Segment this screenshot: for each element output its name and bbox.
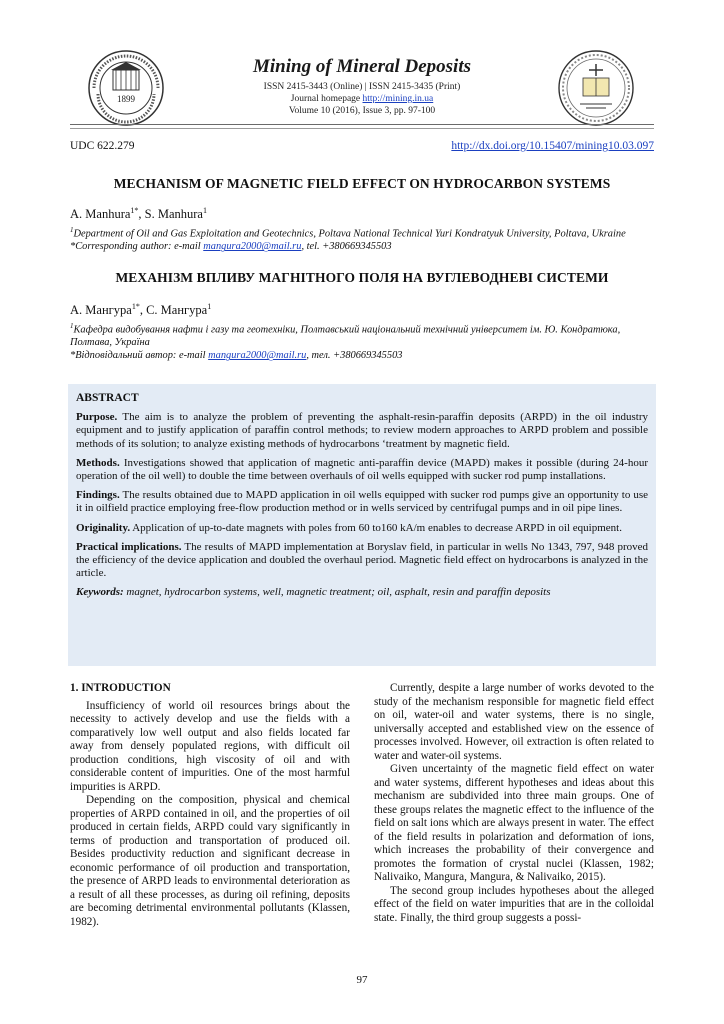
affil-sup: 1 <box>70 226 74 234</box>
udc-code: UDC 622.279 <box>70 140 135 152</box>
author-1: A. Manhura <box>70 207 131 222</box>
corr-ua-prefix: *Відповідальний автор: e-mail <box>70 350 209 362</box>
corr-prefix: *Corresponding author: e-mail <box>70 241 204 253</box>
section-heading-intro: 1. INTRODUCTION <box>70 682 171 694</box>
purpose-text: The aim is to analyze the problem of preventing the asphalt-resin-paraffin deposits (ARPD) in the oil industry equipment and to justify application of paraffin control methods; to review modern approaches to ARPD problem and possible methods of its solution; to analyze existing methods of hydrocarbons ‘treatment by magnetic field. <box>76 411 648 450</box>
intro-paragraph-3: Currently, despite a large number of works devoted to the study of the mechanism responsible for magnetic field effect on oil, water-oil and water systems, there is no single, universally accepted and established view on the essence of processes involved. However, oil extraction is often related to water and water-oil systems. <box>374 682 654 762</box>
abstract-box <box>68 384 656 666</box>
page-number: 97 <box>356 974 368 986</box>
affil-dept: Department of Oil and Gas Exploitation and Geotechnics, Poltava National Technical Yuri Kondratyuk University, Poltava, Ukraine <box>73 228 626 240</box>
authors-ua <box>70 302 654 318</box>
purpose-label: Purpose. <box>76 411 118 424</box>
affil-ua-sup: 1 <box>70 322 74 330</box>
practical-label: Practical implications. <box>76 540 182 553</box>
affil-ua-dept: Кафедра видобування нафти і газу та геотехніки, Полтавський національний технічний університет ім. Ю. Кондратюка, Полтава, Україна <box>70 324 621 349</box>
header-rule-thick <box>70 124 654 125</box>
author-2-ua: , С. Мангура <box>139 303 208 318</box>
author-1-ua: А. Мангура <box>70 303 132 318</box>
intro-paragraph-5: The second group includes hypotheses about the alleged effect of the field on water impurities that are in the colloidal state. Finally, the third group suggests a possi- <box>374 884 654 924</box>
author-2-sup: 1 <box>202 206 207 215</box>
abstract-methods <box>76 457 648 483</box>
left-column <box>70 682 350 929</box>
abstract-originality <box>76 522 648 535</box>
affiliation-ua <box>70 320 654 362</box>
abstract-purpose <box>76 411 648 451</box>
methods-label: Methods. <box>76 456 120 469</box>
author-2-ua-sup: 1 <box>207 302 212 311</box>
originality-label: Originality. <box>76 521 131 534</box>
article-title-ua: МЕХАНІЗМ ВПЛИВУ МАГНІТНОГО ПОЛЯ НА ВУГЛЕВОДНЕВІ СИСТЕМИ <box>115 270 609 285</box>
journal-homepage <box>180 94 544 104</box>
author-1-ua-sup: 1* <box>131 302 140 311</box>
corr-phone: , tel. +380669345503 <box>301 241 392 253</box>
authors-en <box>70 206 654 222</box>
seal-year: 1899 <box>117 94 135 104</box>
homepage-label: Journal homepage <box>290 94 363 104</box>
intro-paragraph-2: Depending on the composition, physical and chemical properties of ARPD contained in oil, and the properties of oil produced in certain fields, ARPD could vary significantly in terms of production and transportation of produced oil. Besides productivity reduction and significant decrease in economic performance of oil production and transportation, the presence of ARPD leads to environmental deterioration as a result of all these processes, as during oil refining, deposits are becoming detrimental environmental pollutants (Klassen, 1982). <box>70 794 350 928</box>
practical-text: The results of MAPD implementation at Boryslav field, in particular in wells No 1343, 797, 948 proved the efficiency of the device application and doubled the overhaul period. Magnetic field effect on hydrocarbons is analyzed in the article. <box>76 540 648 580</box>
abstract-practical <box>76 541 648 581</box>
abstract-heading: ABSTRACT <box>76 392 139 404</box>
corr-ua-email-link[interactable]: mangura2000@mail.ru <box>208 350 307 362</box>
methods-text: Investigations showed that application of magnetic anti-paraffin device (MAPD) makes it possible (during 24-hour operation of the oil well) to double the time between overhauls of oil wells equipped with sucker rod pump installations. <box>76 456 648 483</box>
doi-link[interactable]: http://dx.doi.org/10.15407/mining10.03.097 <box>451 140 654 152</box>
issn: ISSN 2415-3443 (Online) | ISSN 2415-3435 (Print) <box>263 82 461 92</box>
journal-title: Mining of Mineral Deposits <box>252 56 471 77</box>
author-2: , S. Manhura <box>138 207 203 222</box>
right-column <box>374 682 654 925</box>
volume-info: Volume 10 (2016), Issue 3, pp. 97-100 <box>288 106 436 116</box>
article-title-en: MECHANISM OF MAGNETIC FIELD EFFECT ON HYDROCARBON SYSTEMS <box>113 176 611 191</box>
affiliation-en <box>70 224 654 253</box>
homepage-link[interactable]: http://mining.in.ua <box>362 94 434 104</box>
journal-emblem-logo <box>556 48 636 128</box>
abstract-findings <box>76 489 648 515</box>
intro-paragraph-1: Insufficiency of world oil resources brings about the necessity to actively develop and use the fields with a comparatively low well output and also fields located far away from densely populated regions, with difficult oil production conditions, high viscosity of oil and with considerable content of impurities. One of the most harmful impurities is ARPD. <box>70 699 350 793</box>
keywords-text: magnet, hydrocarbon systems, well, magnetic treatment; oil, asphalt, resin and paraffin deposits <box>123 586 551 599</box>
corr-email-link[interactable]: mangura2000@mail.ru <box>203 241 302 253</box>
findings-text: The results obtained due to MAPD application in oil wells equipped with sucker rod pumps give an opportunity to use it in oilfield practice employing free-flow production method or in wells serviced by centrifugal pumps and in oil pipe lines. <box>76 489 648 515</box>
findings-label: Findings. <box>76 489 120 502</box>
abstract-keywords <box>76 586 648 599</box>
intro-paragraph-4: Given uncertainty of the magnetic field effect on water and water systems, different hypotheses and ideas about this mechanism are subdivided into three main groups. One of these groups relates the magnetic effect to the influence of the field on salt ions which are always present in water. The effect of the field results in polarization and deformation of ions, which increases the probability of their convergence and promotes the formation of crystal nuclei (Klassen, 1982; Nalivaiko, Mangura, Mangura, & Nalivaiko, 2015). <box>374 763 654 883</box>
keywords-label: Keywords: <box>76 586 124 599</box>
author-1-sup: 1* <box>130 206 139 215</box>
corr-ua-phone: , тел. +380669345503 <box>306 350 403 362</box>
university-seal-logo <box>86 48 166 128</box>
header-rule-thin <box>70 128 654 129</box>
originality-text: Application of up-to-date magnets with poles from 60 to160 kA/m enables to decrease ARPD in oil equipment. <box>130 521 622 534</box>
